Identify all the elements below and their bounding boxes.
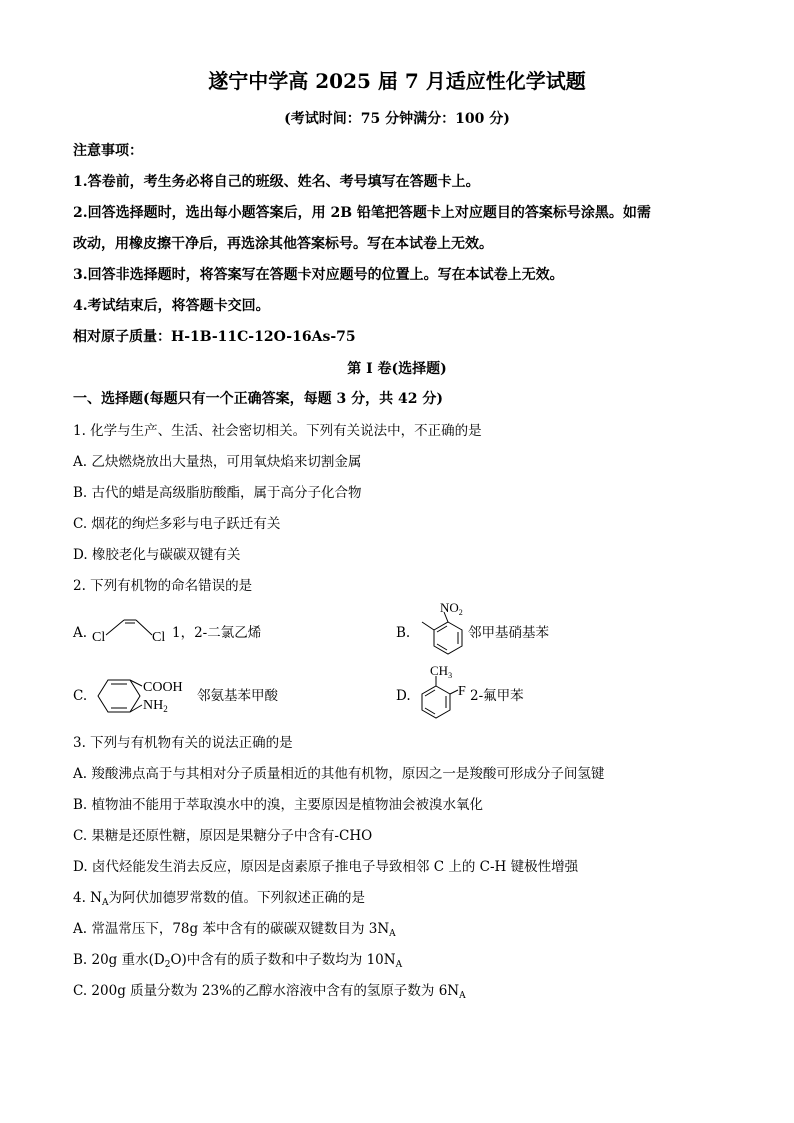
q4-stem-post: 为阿伏加德罗常数的值。下列叙述正确的是	[108, 890, 365, 906]
atomic-mass-line: 相对原子质量：H-1B-11C-12O-16As-75	[73, 329, 356, 345]
q4-option-b-pre: B. 20g 重水(D	[73, 952, 165, 968]
q1-option-b: B. 古代的蜡是高级脂肪酸酯，属于高分子化合物	[73, 485, 362, 501]
q2-option-c-name: 邻氨基苯甲酸	[197, 688, 278, 704]
bond-line	[136, 620, 152, 635]
d-group-f: F	[458, 684, 466, 699]
q3-stem: 3. 下列与有机物有关的说法正确的是	[73, 735, 293, 751]
exam-subtitle: (考试时间：75 分钟满分：100 分)	[284, 111, 510, 127]
q4-stem-sub: A	[101, 898, 109, 908]
q3-option-b: B. 植物油不能用于萃取溴水中的溴，主要原因是植物油会被溴水氧化	[73, 797, 484, 813]
q2-option-d-letter: D.	[396, 688, 411, 704]
section-heading: 一、选择题(每题只有一个正确答案，每题 3 分，共 42 分)	[73, 391, 443, 407]
notes-heading: 注意事项：	[73, 143, 143, 159]
q1-option-c: C. 烟花的绚烂多彩与电子跃迁有关	[73, 516, 281, 532]
q4-stem	[73, 889, 365, 907]
benzene-ring	[98, 680, 140, 712]
fluoro-bond	[450, 690, 458, 694]
q2-option-b-letter: B.	[396, 625, 411, 641]
note-item-2: 2.回答选择题时，选出每小题答案后，用 2B 铅笔把答题卡上对应题目的答案标号涂黑。如需	[73, 205, 651, 221]
q2-option-d-structure	[414, 662, 470, 724]
q2-option-a-structure	[92, 614, 172, 644]
q4-option-a-sub: A	[389, 929, 396, 939]
q2-option-a-letter: A.	[73, 625, 88, 641]
q4-option-b-sub1: 2	[164, 960, 171, 970]
q3-option-a: A. 羧酸沸点高于与其相对分子质量相近的其他有机物，原因之一是羧酸可形成分子间氢键	[73, 766, 605, 782]
c-group-nh2: $NH_2$	[143, 698, 168, 714]
q4-option-c	[73, 982, 466, 1000]
part1-title: 第 I 卷(选择题)	[347, 361, 447, 377]
d-group-ch3: $CH_3$	[430, 663, 453, 680]
q4-stem-pre: 4. N	[73, 890, 102, 906]
q4-option-a	[73, 920, 396, 938]
q2-option-c-letter: C.	[73, 688, 88, 704]
c-group-cooh: COOH	[143, 680, 183, 695]
note-item-1: 1.答卷前，考生务必将自己的班级、姓名、考号填写在答题卡上。	[73, 174, 480, 190]
methyl-bond	[422, 622, 434, 630]
q3-option-d: D. 卤代烃能发生消去反应，原因是卤素原子推电子导致相邻 C 上的 C-H 键极性增强	[73, 859, 579, 875]
fluorotoluene-structure	[414, 662, 470, 724]
q2-option-c-structure	[90, 672, 198, 718]
q1-stem: 1. 化学与生产、生活、社会密切相关。下列有关说法中，不正确的是	[73, 423, 482, 439]
nitrotoluene-structure	[412, 600, 472, 658]
q3-option-c: C. 果糖是还原性糖，原因是果糖分子中含有-CHO	[73, 828, 373, 844]
q4-option-b-sub2: A	[395, 960, 403, 970]
exam-title: 遂宁中学高 2025 届 7 月适应性化学试题	[208, 69, 586, 93]
a-atom-cl-1: Cl	[92, 630, 106, 644]
q4-option-a-text: A. 常温常压下，78g 苯中含有的碳碳双键数目为 3N	[73, 921, 390, 937]
note-item-2-cont: 改动，用橡皮擦干净后，再选涂其他答案标号。写在本试卷上无效。	[73, 236, 493, 252]
note-item-4: 4.考试结束后，将答题卡交回。	[73, 298, 270, 314]
note-item-3: 3.回答非选择题时，将答案写在答题卡对应题号的位置上。写在本试卷上无效。	[73, 267, 564, 283]
q4-option-c-text: C. 200g 质量分数为 23%的乙醇水溶液中含有的氢原子数为 6N	[73, 983, 460, 999]
q2-option-a-name: 1，2-二氯乙烯	[172, 625, 262, 641]
q4-option-c-sub: A	[459, 991, 466, 1001]
a-atom-cl-2: Cl	[152, 630, 166, 644]
q1-option-d: D. 橡胶老化与碳碳双键有关	[73, 547, 241, 563]
bond-line	[106, 620, 124, 635]
dichloroethene-structure	[92, 614, 172, 644]
q4-option-b	[73, 951, 402, 969]
b-group-no2: $NO_2$	[440, 600, 463, 617]
q2-option-b-structure	[412, 600, 472, 658]
q4-option-b-mid: O)中含有的质子数和中子数均为 10N	[170, 952, 396, 968]
q2-option-b-name: 邻甲基硝基苯	[468, 625, 549, 641]
q1-option-a: A. 乙炔燃烧放出大量热，可用氧炔焰来切割金属	[73, 454, 362, 470]
q2-stem: 2. 下列有机物的命名错误的是	[73, 578, 253, 594]
anthranilic-acid-structure	[90, 672, 198, 718]
q2-option-d-name: 2-氟甲苯	[470, 688, 524, 704]
